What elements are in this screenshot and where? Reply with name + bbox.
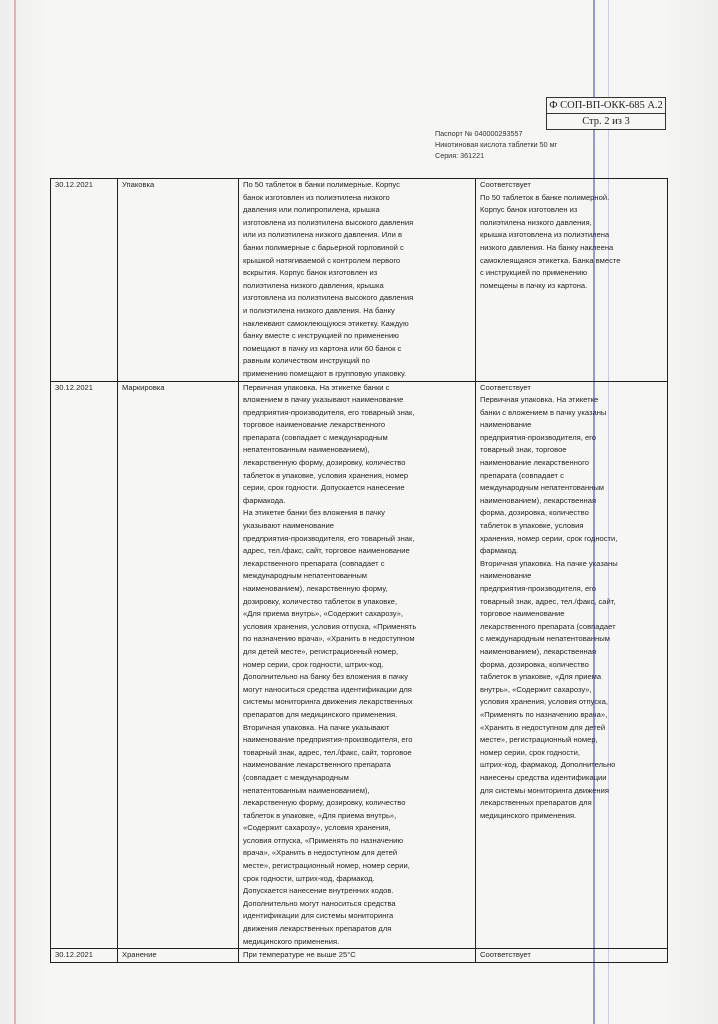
table-row: [51, 381, 668, 949]
table-row: [51, 179, 668, 382]
row-date: 30.12.2021: [51, 381, 118, 949]
row-requirement: При температуре не выше 25°С: [239, 949, 476, 963]
row-requirement: По 50 таблеток в банки полимерные. Корпус банок изготовлен из полиэтилена низкого давления или полипропилена, крышка изготовлена из полиэтилена высокого давления или из полиэтилена низкого давления. Или в банки полимерные с барьерной горловиной с крышкой натягиваемой с контролем первого вскрытия. Корпус банок изготовлен из полиэтилена низкого давления, крышка изготовлена из полиэтилена высокого давления и полиэтилена низкого давления. На банку наклеивают самоклеющуюся этикетку. Каждую банку вместе с инструкцией по применению помещают в пачку из картона или 60 банок с равным количеством инструкций по применению помещают в групповую упаковку.: [239, 179, 476, 382]
table-row: [51, 949, 668, 963]
row-parameter: Упаковка: [118, 179, 239, 382]
series-number: Серия: 361221: [435, 151, 485, 160]
row-date: 30.12.2021: [51, 949, 118, 963]
row-parameter: Хранение: [118, 949, 239, 963]
row-parameter: Маркировка: [118, 381, 239, 949]
passport-block: [435, 128, 557, 161]
row-result: Соответствует Первичная упаковка. На этикетке банки с вложением в пачку указаны наименование предприятия-производителя, его товарный знак, торговое наименование лекарственного препарата (совпадает с международным непатентованным наименованием), лекарственная форма, дозировка, количество таблеток в упаковке, условия хранения, номер серии, срок годности, фармакод. Вторичная упаковка. На пачке указаны наименование предприятия-производителя, его товарный знак, адрес, тел./факс, сайт, торговое наименование лекарственного препарата (совпадает с международным непатентованным наименованием), лекарственная форма, дозировка, количество таблеток в упаковке, «Для приема внутрь», «Содержит сахарозу», условия хранения, условия отпуска, «Применять по назначению врача», «Хранить в недоступном для детей месте», регистрационный номер, номер серии, срок годности, штрих-код, фармакод. Дополнительно нанесены средства идентификации для системы мониторинга движения лекарственных препаратов для медицинского применения.: [476, 381, 668, 949]
form-code-box: [546, 97, 666, 130]
test-results-table: [50, 178, 668, 963]
scan-artifact-left: [14, 0, 16, 1024]
row-requirement: Первичная упаковка. На этикетке банки с вложением в пачку указывают наименование предприятия-производителя, его товарный знак, торговое наименование лекарственного препарата (совпадает с международным непатентованным наименованием), лекарственную форму, дозировку, количество таблеток в упаковке, условия хранения, номер серии, срок годности. Допускается нанесение фармакода. На этикетке банки без вложения в пачку указывают наименование предприятия-производителя, его товарный знак, адрес, тел./факс, сайт, торговое наименование лекарственного препарата (совпадает с международным непатентованным наименованием), лекарственную форму, дозировку, количество таблеток в упаковке, «Для приема внутрь», «Содержит сахарозу», условия хранения, условия отпуска, «Применять по назначению врача», «Хранить в недоступном для детей месте», регистрационный номер, номер серии, срок годности, штрих-код. Дополнительно на банку без вложения в пачку могут наноситься средства идентификации для системы мониторинга движения лекарственных препаратов для медицинского применения. Вторичная упаковка. На пачке указывают наименование предприятия-производителя, его товарный знак, адрес, тел./факс, сайт, торговое наименование лекарственного препарата (совпадает с международным непатентованным наименованием), лекарственную форму, дозировку, количество таблеток в упаковке, «Для приема внутрь», «Содержит сахарозу», условия хранения, условия отпуска, «Применять по назначению врача», «Хранить в недоступном для детей месте», регистрационный номер, номер серии, срок годности, штрих-код, фармакод. Допускается нанесение внутренних кодов. Дополнительно могут наноситься средства идентификации для системы мониторинга движения лекарственных препаратов для медицинского применения.: [239, 381, 476, 949]
row-result: Соответствует По 50 таблеток в банке полимерной. Корпус банок изготовлен из полиэтилена низкого давления, крышка изготовлена из полиэтилена низкого давления. На банку наклеена самоклеящаяся этикетка. Банка вместе с инструкцией по применению помещены в пачку из картона.: [476, 179, 668, 382]
row-date: 30.12.2021: [51, 179, 118, 382]
product-name: Никотиновая кислота таблетки 50 мг: [435, 140, 558, 149]
passport-number: Паспорт № 040000293557: [435, 129, 523, 138]
row-result: Соответствует: [476, 949, 668, 963]
page-number: Стр. 2 из 3: [547, 113, 665, 129]
form-code: Ф СОП-ВП-ОКК-685 А.2: [549, 100, 663, 111]
